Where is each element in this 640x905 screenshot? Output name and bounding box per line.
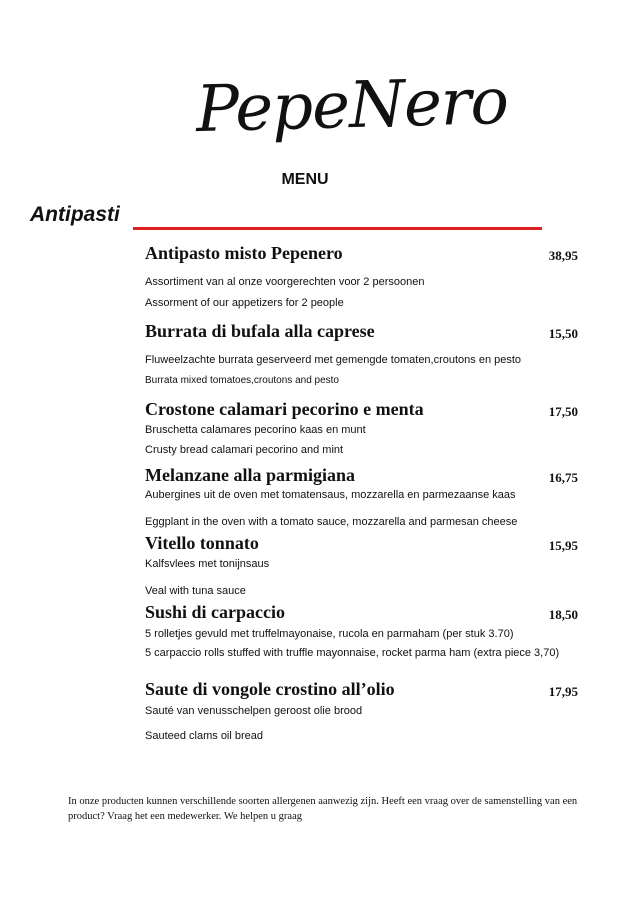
- restaurant-logo: PepeNero: [195, 64, 509, 148]
- item-description-nl: Assortiment van al onze voorgerechten voor 2 persoonen: [145, 276, 425, 288]
- item-price: 17,95: [548, 684, 578, 699]
- item-price: 17,50: [548, 404, 578, 419]
- item-name: Vitello tonnato: [145, 533, 259, 553]
- section-divider: [133, 227, 542, 230]
- menu-item: [145, 243, 580, 264]
- menu-item: [145, 533, 580, 554]
- item-price: 18,50: [548, 607, 578, 622]
- menu-item: [145, 679, 580, 700]
- item-description-en: Eggplant in the oven with a tomato sauce, mozzarella and parmesan cheese: [145, 516, 518, 528]
- item-description-en: Sauteed clams oil bread: [145, 730, 264, 742]
- item-description-nl: Kalfsvlees met tonijnsaus: [145, 558, 270, 570]
- item-description-en: Burrata mixed tomatoes,croutons and pesto: [145, 375, 339, 386]
- item-price: 15,95: [548, 538, 578, 553]
- allergen-notice: In onze producten kunnen verschillende soorten allergenen aanwezig zijn. Heeft een vraag over de samenstelling van een product? Vraag het een medewerker. We helpen u graag: [68, 796, 578, 822]
- item-name: Antipasto misto Pepenero: [145, 243, 343, 263]
- item-description-nl: Fluweelzachte burrata geserveerd met gemengde tomaten,croutons en pesto: [145, 354, 522, 366]
- item-name: Sushi di carpaccio: [145, 602, 286, 622]
- item-price: 38,95: [548, 248, 578, 263]
- item-price: 16,75: [548, 470, 578, 485]
- menu-heading: MENU: [281, 171, 329, 188]
- item-description-en: Assorment of our appetizers for 2 people: [145, 297, 344, 309]
- item-price: 15,50: [548, 326, 578, 341]
- item-description-nl: 5 rolletjes gevuld met truffelmayonaise, rucola en parmaham (per stuk 3.70): [145, 628, 514, 640]
- item-description-nl: Aubergines uit de oven met tomatensaus, mozzarella en parmezaanse kaas: [145, 489, 516, 501]
- menu-item: [145, 399, 580, 420]
- item-description-en: 5 carpaccio rolls stuffed with truffle mayonnaise, rocket parma ham (extra piece 3,70): [145, 647, 560, 659]
- menu-item: [145, 602, 580, 623]
- item-description-en: Crusty bread calamari pecorino and mint: [145, 444, 344, 456]
- item-name: Crostone calamari pecorino e menta: [145, 399, 424, 419]
- menu-item: [145, 465, 580, 486]
- item-description-nl: Sauté van venusschelpen geroost olie brood: [145, 705, 363, 717]
- menu-item: [145, 321, 580, 342]
- item-description-nl: Bruschetta calamares pecorino kaas en munt: [145, 424, 366, 436]
- section-title-antipasti: Antipasti: [30, 203, 120, 226]
- item-name: Saute di vongole crostino all’olio: [145, 679, 395, 699]
- item-name: Burrata di bufala alla caprese: [145, 321, 375, 341]
- item-description-en: Veal with tuna sauce: [145, 585, 246, 597]
- item-name: Melanzane alla parmigiana: [145, 465, 355, 485]
